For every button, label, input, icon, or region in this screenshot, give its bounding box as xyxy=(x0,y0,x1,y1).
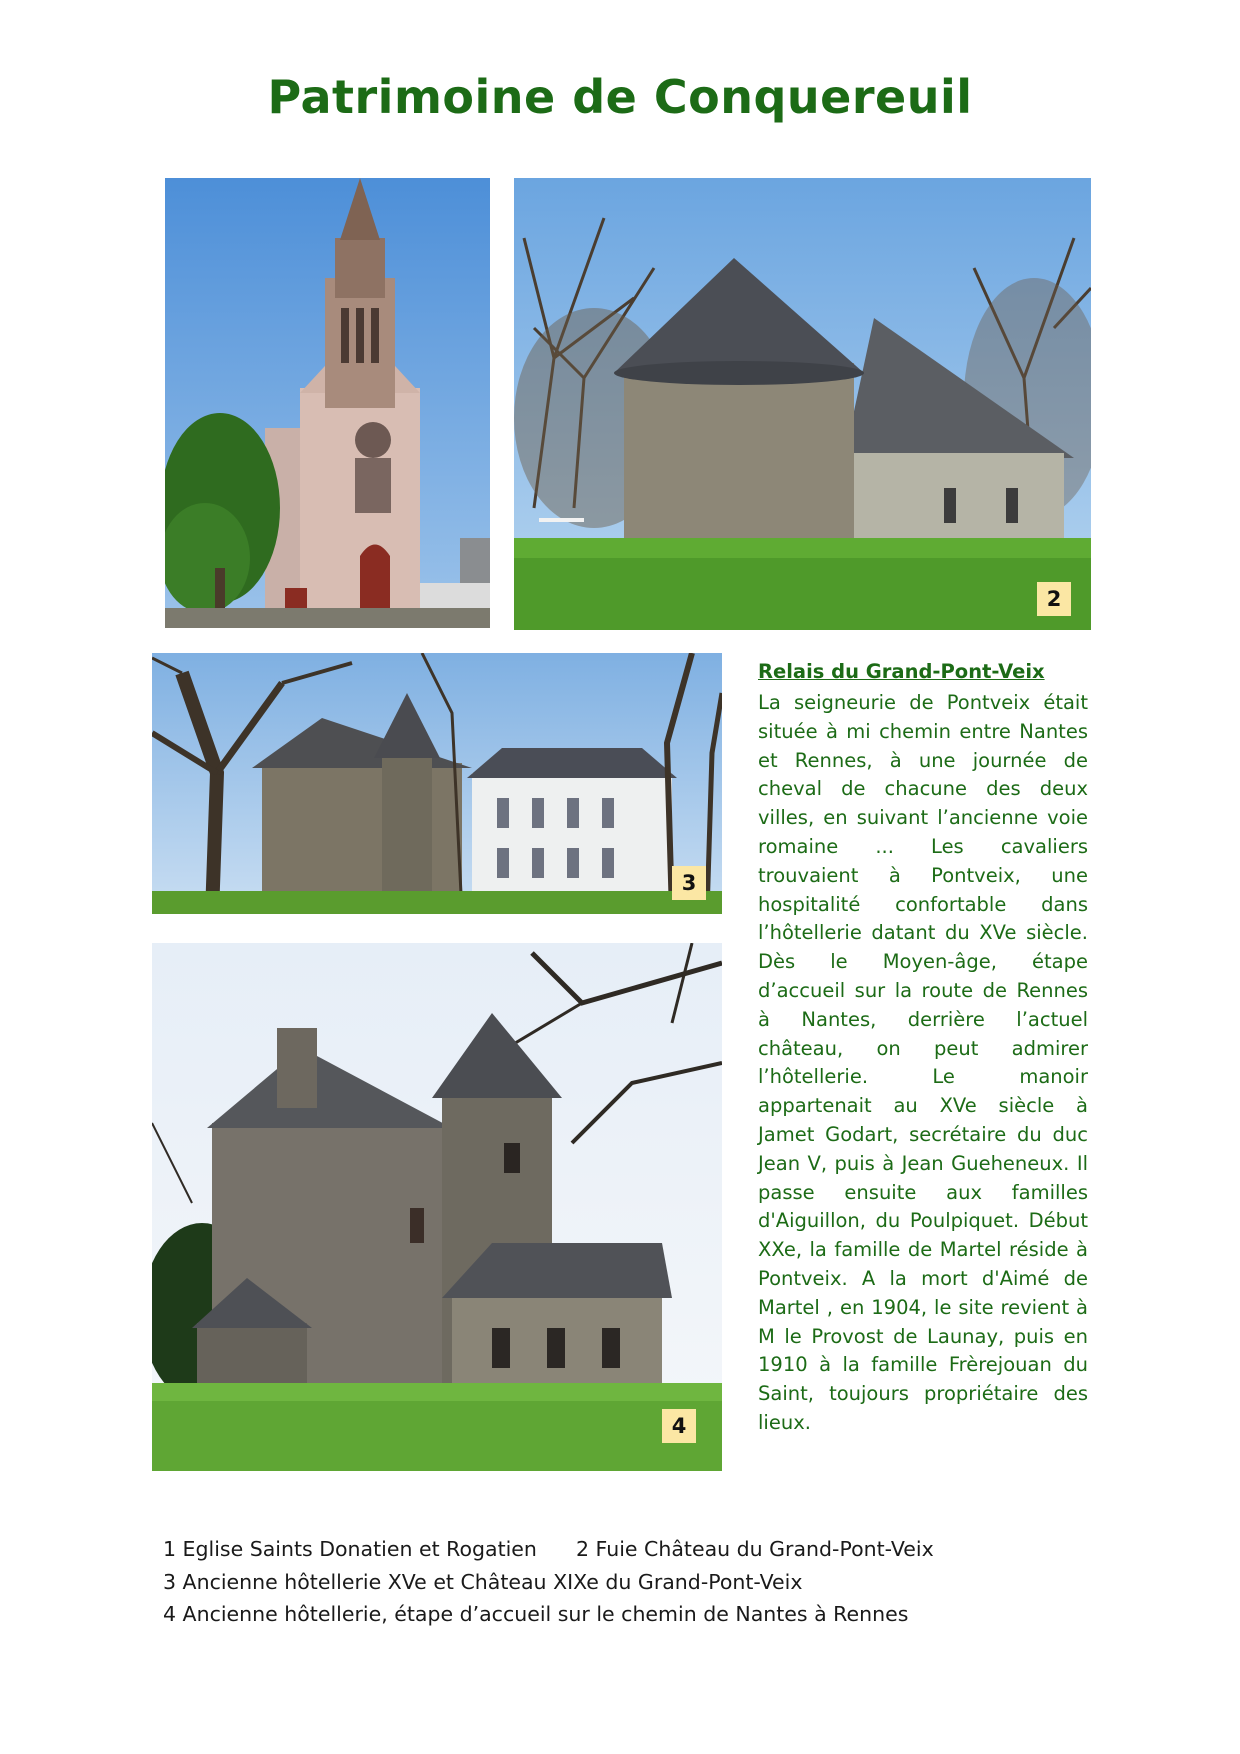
page-title: Patrimoine de Conquereuil xyxy=(267,70,973,124)
caption-line: 4 Ancienne hôtellerie, étape d’accueil sur le chemin de Nantes à Rennes xyxy=(163,1602,909,1626)
article-body: La seigneurie de Pontveix était située à mi chemin entre Nantes et Rennes, à une journée de cheval de chacune des deux villes, en suivant l’ancienne voie romaine ... Les cavaliers trouvaient à Pontveix, une hospitalité confortable dans l’hôtellerie datant du XVe siècle. Dès le Moyen-âge, étape d’accueil sur la route de Rennes à Nantes, derrière l’actuel château, on peut admirer l’hôtellerie. Le manoir appartenait au XVe siècle à Jamet Godart, secrétaire du duc Jean V, puis à Jean Gueheneux. Il passe ensuite aux familles d'Aiguillon, du Poulpiquet. Début XXe, la famille de Martel réside à Pontveix. A la mort d'Aimé de Martel , en 1904, le site revient à M le Provost de Launay, puis en 1910 à la famille Frèrejouan du Saint, toujours propriétaire des lieux. xyxy=(758,691,1088,1434)
caption-line: 3 Ancienne hôtellerie XVe et Château XIXe du Grand-Pont-Veix xyxy=(163,1569,803,1594)
article-heading: Relais du Grand-Pont-Veix xyxy=(758,660,1045,683)
photo-captions xyxy=(163,1533,934,1631)
caption-line: 1 Eglise Saints Donatien et Rogatien 2 Fuie Château du Grand-Pont-Veix xyxy=(163,1537,934,1561)
photo-church xyxy=(165,178,490,628)
photo-dovecote xyxy=(514,178,1091,630)
article xyxy=(758,660,1088,1438)
photo-number-badge: 3 xyxy=(672,866,706,900)
photo-hostelry-chateau xyxy=(152,653,722,914)
photo-number-badge: 4 xyxy=(662,1409,696,1443)
photo-number-badge: 2 xyxy=(1037,582,1071,616)
photo-old-hostelry xyxy=(152,943,722,1471)
